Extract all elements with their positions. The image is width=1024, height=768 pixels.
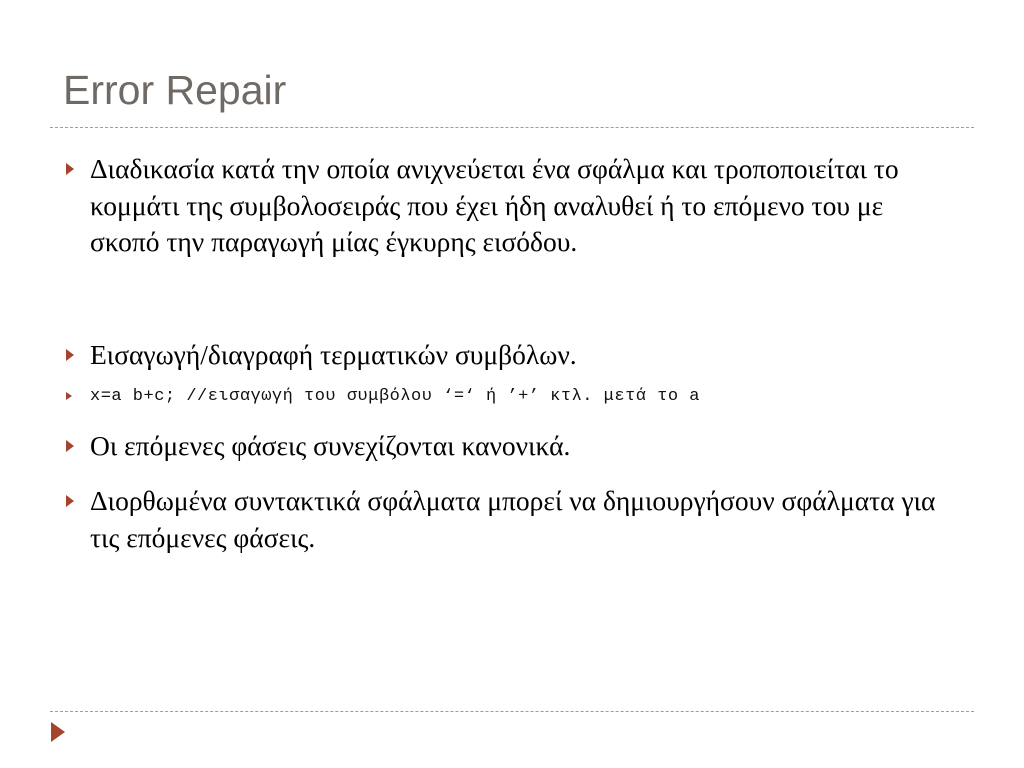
bullet-marker-icon [66,163,74,175]
footer-divider [50,711,974,712]
bullet-item-code [90,386,950,408]
bullet-marker-icon [66,440,74,452]
bullet-marker-icon [66,349,74,361]
bullet-marker-icon [66,392,72,400]
title-divider [50,127,974,128]
bullet-marker-icon [66,495,74,507]
bullet-text: Οι επόμενες φάσεις συνεχίζονται κανονικά. [90,430,571,461]
footer-triangle-icon [51,722,65,742]
bullet-item [90,337,950,374]
bullet-text-code: x=a b+c; //εισαγωγή του συμβόλου ‘=‘ ή ’+’ κτλ. μετά το a [90,387,700,406]
bullet-item [90,483,950,556]
slide-title: Error Repair [63,67,287,113]
bullet-text: Εισαγωγή/διαγραφή τερματικών συμβόλων. [90,339,577,370]
bullet-item [90,151,950,261]
bullet-text: Διαδικασία κατά την οποία ανιχνεύεται ένα σφάλμα και τροποποιείται το κομμάτι της συμβολοσειράς που έχει ήδη αναλυθεί ή το επόμενο του με σκοπό την παραγωγή μίας έγκυρης εισόδου. [90,153,899,257]
bullet-text: Διορθωμένα συντακτικά σφάλματα μπορεί να δημιουργήσουν σφάλματα για τις επόμενες φάσεις. [90,485,936,553]
bullet-item [90,428,950,465]
